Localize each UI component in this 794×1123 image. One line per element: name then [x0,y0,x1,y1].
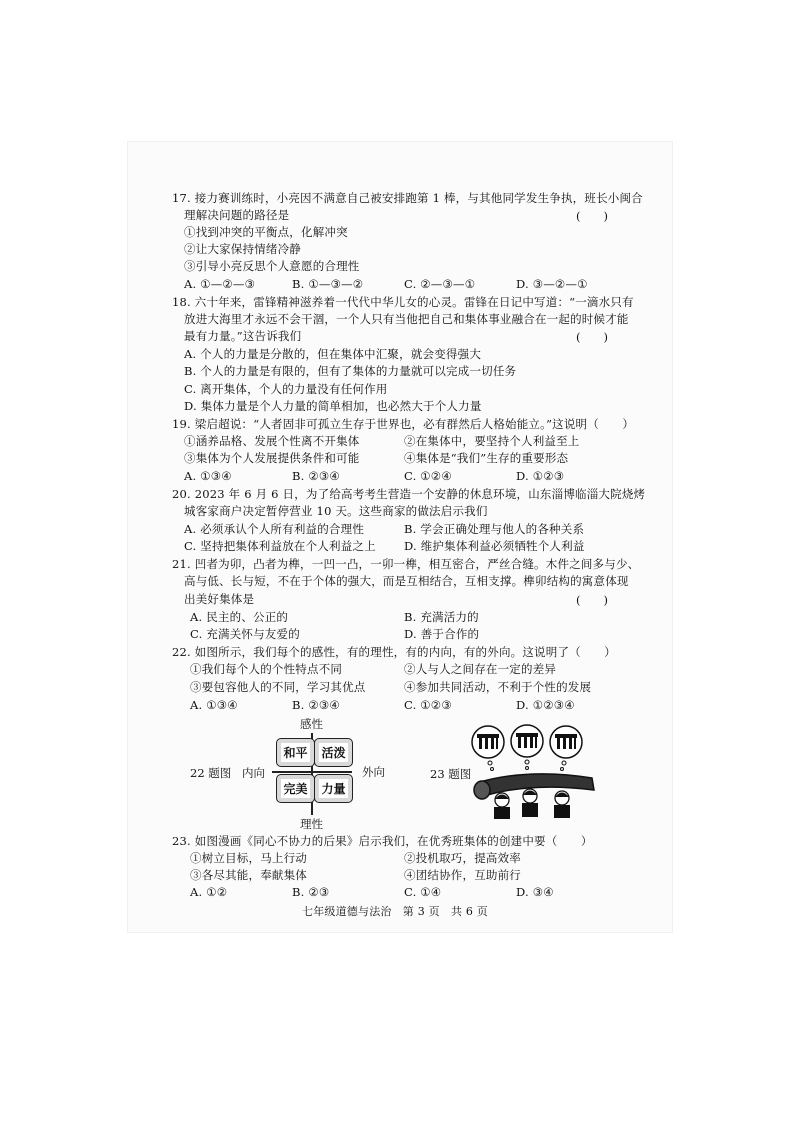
q17-option-c: C. ②—③—① [404,277,476,291]
diagram-22-caption: 22 题图 [190,766,232,780]
q22-stem-line1: 22. 如图所示，我们每个的感性，有的理性，有的内向，有的外向。这说明了（ ） [172,645,616,659]
q18-stem-line1: 18. 六十年来，雷锋精神滋养着一代代中华儿女的心灵。雷锋在日记中写道：“一滴水只有 [172,295,634,309]
q17-item-2: ②让大家保持情绪冷静 [184,242,301,256]
q17-stem-line2: 理解决问题的路径是 [184,208,290,222]
q18-answer-paren: ( ) [576,330,608,344]
diagram-22-top-label: 感性 [300,717,323,731]
q23-option-b: B. ②③ [292,885,330,899]
q20-stem-line2: 城客家商户决定暂停营业 10 天。这些商家的做法启示我们 [184,504,488,518]
q21-option-d: D. 善于合作的 [404,627,480,641]
q22-item-3: ③要包容他人的不同，学习其优点 [190,680,366,694]
q21-option-a: A. 民主的、公正的 [190,610,289,624]
q23-option-d: D. ③④ [516,885,554,899]
q17-option-b: B. ①—③—② [292,277,364,291]
diagram-23-cartoon-image [430,720,600,820]
q22-option-b: B. ②③④ [292,698,340,712]
q19-item-3: ③集体为个人发展提供条件和可能 [184,451,360,465]
q21-stem-line2: 高与低、长与短，不在于个体的强大，而是互相结合，互相支撑。榫卯结构的寓意体现 [184,574,629,588]
diagram-23-caption: 23 题图 [430,767,472,781]
diagram-22-horizontal-axis [272,771,352,773]
diagram-22-box-lively: 活泼 [314,738,353,767]
q19-stem-line1: 19. 梁启超说：“人者固非可孤立生存于世界也，必有群然后人格始能立。”这说明（ ） [172,417,635,431]
q17-option-d: D. ③—②—① [516,277,588,291]
diagram-22-right-label: 外向 [362,765,385,779]
q17-item-3: ③引导小亮反思个人意愿的合理性 [184,259,360,273]
q17-answer-paren: ( ) [576,209,608,223]
q18-stem-line2: 放进大海里才永远不会干涸，一个人只有当他把自己和集体事业融合在一起的时候才能 [184,312,629,326]
q22-item-2: ②人与人之间存在一定的差异 [404,662,557,676]
page-footer: 七年级道德与法治 第 3 页 共 6 页 [302,905,488,918]
q23-stem-line1: 23. 如图漫画《同心不协力的后果》启示我们，在优秀班集体的创建中要（ ） [172,834,593,848]
q20-option-d: D. 维护集体利益必须牺牲个人利益 [404,539,585,553]
diagram-22-box-strength: 力量 [314,774,353,803]
q19-item-1: ①涵养品格、发展个性离不开集体 [184,434,360,448]
q19-option-a: A. ①③④ [184,469,232,483]
q21-option-b: B. 充满活力的 [404,610,479,624]
diagram-22-personality [190,716,430,830]
q22-option-d: D. ①②③④ [516,698,575,712]
q23-item-2: ②投机取巧，提高效率 [404,851,521,865]
q17-stem-line1: 17. 接力赛训练时，小亮因不满意自己被安排跑第 1 棒，与其他同学发生争执，班长小闽合 [172,191,643,205]
q21-option-c: C. 充满关怀与友爱的 [190,627,300,641]
q18-option-a: A. 个人的力量是分散的，但在集体中汇聚，就会变得强大 [184,347,482,361]
diagram-22-left-label: 内向 [242,766,265,780]
q23-option-c: C. ①④ [404,885,442,899]
q18-option-c: C. 离开集体，个人的力量没有任何作用 [184,382,388,396]
diagram-22-bottom-label: 理性 [300,817,323,831]
q22-option-a: A. ①③④ [190,698,238,712]
q22-option-c: C. ①②③ [404,698,452,712]
q21-stem-line1: 21. 凹者为卯，凸者为榫，一凹一凸，一卯一榫，相互密合，严丝合缝。木件之间多与少、 [172,557,640,571]
q20-option-b: B. 学会正确处理与他人的各种关系 [404,522,585,536]
q19-option-d: D. ①②③ [516,469,565,483]
q22-item-4: ④参加共同活动，不利于个性的发展 [404,680,592,694]
diagram-23-cartoon [430,720,600,820]
q18-option-b: B. 个人的力量是有限的，但有了集体的力量就可以完成一切任务 [184,364,517,378]
q19-item-2: ②在集体中，要坚持个人利益至上 [404,434,580,448]
q23-option-a: A. ①② [190,885,228,899]
q18-option-d: D. 集体力量是个人力量的简单相加，也必然大于个人力量 [184,399,482,413]
q23-item-1: ①树立目标，马上行动 [190,851,307,865]
q17-item-1: ①找到冲突的平衡点，化解冲突 [184,225,348,239]
q23-item-4: ④团结协作，互助前行 [404,868,521,882]
q20-option-c: C. 坚持把集体利益放在个人利益之上 [184,539,376,553]
q19-option-b: B. ②③④ [292,469,340,483]
q21-stem-line3: 出美好集体是 [184,592,255,606]
q23-item-3: ③各尽其能，奉献集体 [190,868,307,882]
q22-item-1: ①我们每个人的个性特点不同 [190,662,343,676]
q20-option-a: A. 必须承认个人所有利益的合理性 [184,522,365,536]
diagram-22-box-perfect: 完美 [276,774,315,803]
diagram-22-box-peace: 和平 [276,738,315,767]
q18-stem-line3: 最有力量。”这告诉我们 [184,329,302,343]
q21-answer-paren: ( ) [576,593,608,607]
q19-item-4: ④集体是“我们”生存的重要形态 [404,451,569,465]
q20-stem-line1: 20. 2023 年 6 月 6 日，为了给高考考生营造一个安静的休息环境，山东淄博临淄大院烧烤 [172,487,646,501]
q17-option-a: A. ①—②—③ [184,277,256,291]
q19-option-c: C. ①②④ [404,469,452,483]
